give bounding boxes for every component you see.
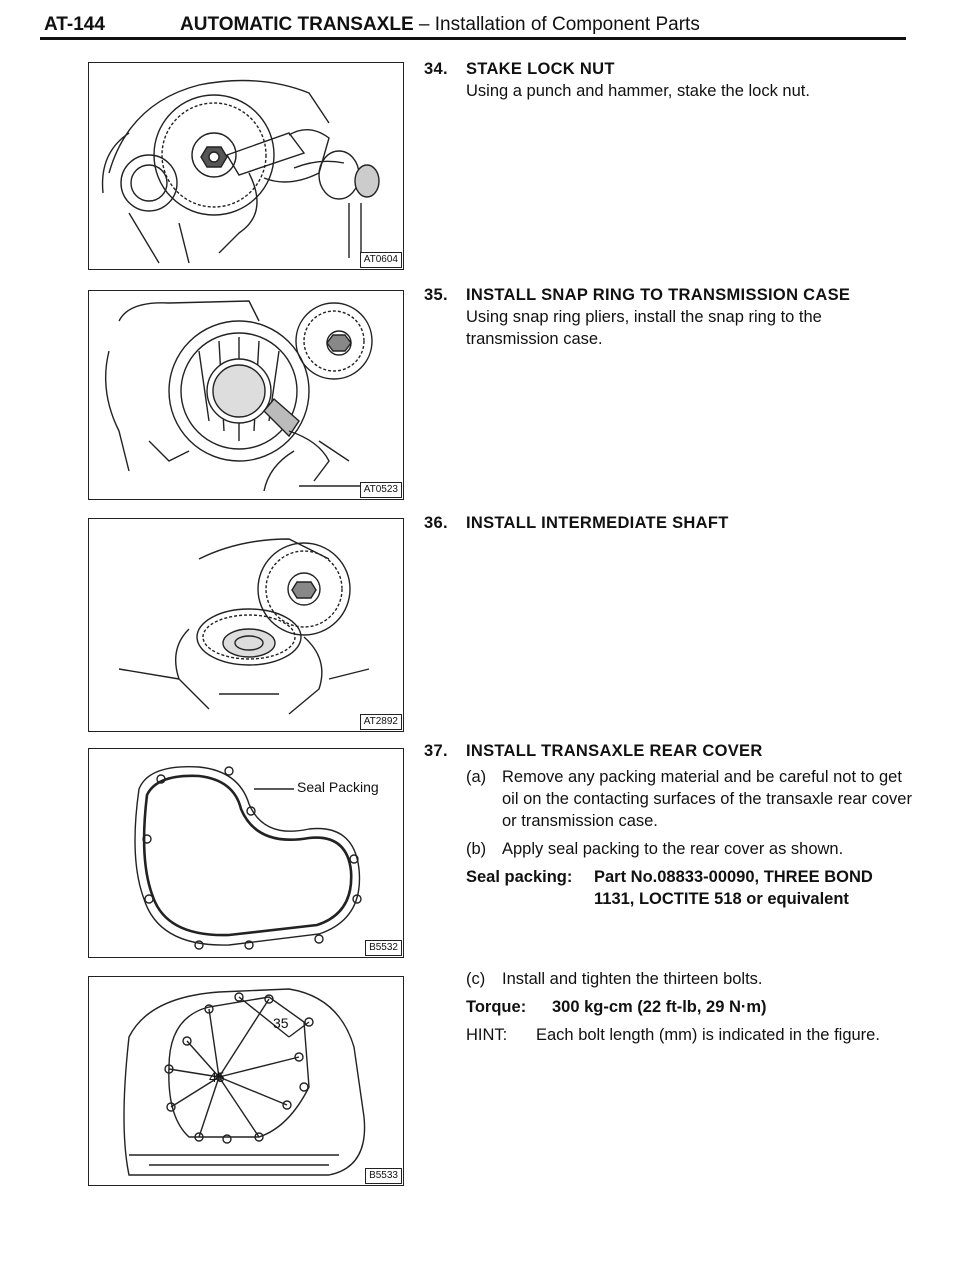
snap-ring-illustration: [89, 291, 403, 499]
step-35: [424, 284, 924, 350]
figure-snap-ring: [88, 290, 404, 500]
step-heading: [424, 740, 924, 762]
figure-code: AT0523: [360, 482, 402, 498]
step-heading: [424, 58, 924, 80]
figure-code: AT2892: [360, 714, 402, 730]
step-heading: [424, 284, 924, 306]
step-36: [424, 512, 924, 534]
figure-code: AT0604: [360, 252, 402, 268]
substep-label: (c): [466, 970, 486, 988]
step-34: [424, 58, 924, 102]
section-subtitle: – Installation of Component Parts: [413, 14, 700, 35]
step-37: [424, 740, 924, 910]
substep-b: [466, 838, 922, 860]
step-title: INSTALL TRANSAXLE REAR COVER: [466, 742, 763, 760]
step-37-continued: [424, 968, 924, 1046]
figure-stake-lock-nut: [88, 62, 404, 270]
figure-code: B5532: [365, 940, 402, 956]
step-number: 37.: [424, 742, 448, 760]
substep-text: Remove any packing material and be careful not to get oil on the contacting surfaces of the transaxle rear cover or transmission case.: [502, 768, 912, 830]
figure-code: B5533: [365, 1168, 402, 1184]
figure-bolt-layout: [88, 976, 404, 1186]
substep-text: Install and tighten the thirteen bolts.: [502, 970, 763, 988]
seal-packing-label: Seal Packing: [297, 779, 379, 795]
substep-label: (a): [466, 768, 487, 786]
hint-key: HINT:: [466, 1026, 508, 1044]
step-title: INSTALL SNAP RING TO TRANSMISSION CASE: [466, 286, 851, 304]
step-number: 34.: [424, 60, 448, 78]
hint-text: Each bolt length (mm) is indicated in the figure.: [536, 1026, 880, 1044]
step-text: Using a punch and hammer, stake the lock nut.: [466, 82, 810, 100]
substep-a: [466, 766, 922, 832]
hint: [466, 1024, 916, 1046]
substep-text: Apply seal packing to the rear cover as shown.: [502, 840, 844, 858]
seal-packing-spec: [466, 866, 896, 910]
substep-c: [466, 968, 922, 990]
step-heading: [424, 512, 924, 534]
bolt-length-label-35: 35: [273, 1015, 289, 1031]
page-title: [180, 14, 700, 36]
spec-value: 300 kg-cm (22 ft-lb, 29 N·m): [552, 998, 767, 1016]
bolt-layout-illustration: [89, 977, 403, 1185]
page-number: AT-144: [44, 14, 105, 35]
figure-intermediate-shaft: [88, 518, 404, 732]
intermediate-shaft-illustration: [89, 519, 403, 731]
step-number: 36.: [424, 514, 448, 532]
step-text: Using snap ring pliers, install the snap ring to the transmission case.: [466, 308, 822, 348]
step-title: INSTALL INTERMEDIATE SHAFT: [466, 514, 729, 532]
header-rule: [40, 37, 906, 40]
section-title: AUTOMATIC TRANSAXLE: [180, 14, 414, 35]
step-title: STAKE LOCK NUT: [466, 60, 615, 78]
torque-spec: [466, 996, 896, 1018]
bolt-length-label-45: 45: [209, 1069, 225, 1085]
substep-label: (b): [466, 840, 487, 858]
spec-value: Part No.08833-00090, THREE BOND 1131, LOCTITE 518 or equivalent: [594, 868, 873, 908]
figure-seal-packing: [88, 748, 404, 958]
stake-lock-nut-illustration: [89, 63, 403, 269]
spec-key: Seal packing:: [466, 868, 573, 886]
spec-key: Torque:: [466, 998, 527, 1016]
step-number: 35.: [424, 286, 448, 304]
